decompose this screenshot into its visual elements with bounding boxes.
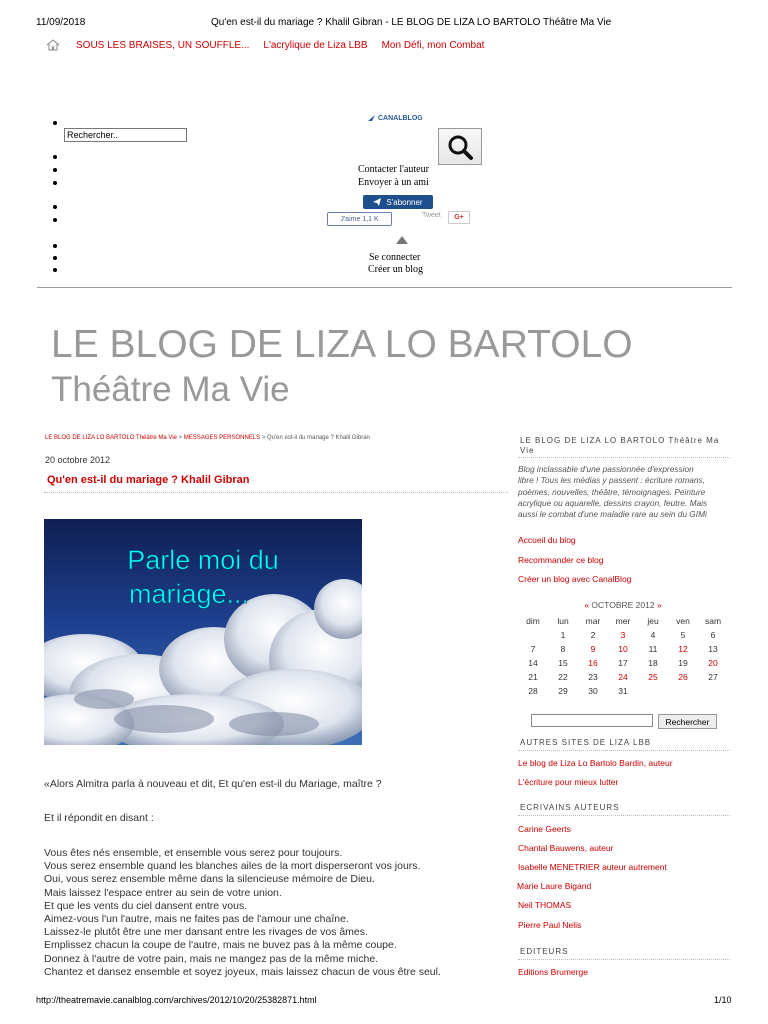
calendar-day-header: mar (585, 616, 601, 626)
poem-line: Vous serez ensemble quand les blanches ailes de la mort disperseront vos jours. (44, 860, 421, 873)
send-icon (373, 198, 381, 206)
calendar-day: 30 (588, 686, 598, 696)
calendar-day-header: sam (704, 616, 722, 626)
calendar-day: 2 (590, 630, 596, 640)
facebook-like-button[interactable]: J'aime 1,1 K (327, 212, 392, 226)
calendar-day: 23 (588, 672, 598, 682)
calendar-day: 22 (558, 672, 568, 682)
writers-title: ECRIVAINS AUTEURS (520, 803, 620, 812)
post-paragraph: «Alors Almitra parla à nouveau et dit, Et qu'en est-il du Mariage, maître ? (44, 778, 382, 790)
calendar-day: 13 (708, 644, 718, 654)
list-bullet (53, 218, 57, 222)
calendar-prev[interactable]: « (584, 600, 590, 610)
writer-link[interactable]: Isabelle MENETRIER auteur autrement (518, 862, 667, 872)
other-site-link[interactable]: Le blog de Liza Lo Bartolo Bardin, auteur (518, 758, 673, 768)
create-blog-link[interactable]: Créer un blog (368, 264, 423, 275)
poem-line: Mais laissez l'espace entrer au sein de votre union. (44, 886, 282, 899)
image-caption-line2: mariage... (128, 579, 250, 609)
poem-line: Oui, vous serez ensemble même dans la silencieuse mémoire de Dieu. (44, 873, 375, 886)
login-link[interactable]: Se connecter (369, 252, 421, 263)
calendar-month: OCTOBRE 2012 (591, 600, 655, 610)
calendar-table (518, 614, 728, 698)
print-title: Qu'en est-il du mariage ? Khalil Gibran - LE BLOG DE LIZA LO BARTOLO Théâtre Ma Vie (211, 17, 612, 28)
editors-title: EDITEURS (520, 947, 569, 956)
calendar-day: 8 (560, 644, 566, 654)
poem-block (44, 847, 441, 979)
breadcrumb-current: Qu'en est-il du mariage ? Khalil Gibran (267, 435, 370, 441)
calendar-day-header: dim (526, 616, 540, 626)
calendar-day[interactable]: 16 (588, 658, 598, 668)
poem-line: Chantez et dansez ensemble et soyez joyeux, mais laissez chacun de vous être seul. (44, 965, 441, 978)
blog-title[interactable]: LE BLOG DE LIZA LO BARTOLO (51, 323, 633, 366)
list-bullet (53, 268, 57, 272)
nav-item-defi[interactable]: Mon Défi, mon Combat (381, 39, 485, 51)
post-title[interactable]: Qu'en est-il du mariage ? Khalil Gibran (47, 474, 250, 486)
writer-link[interactable]: Carine Geerts (518, 824, 571, 834)
calendar-day: 6 (710, 630, 716, 640)
calendar-day-header: lun (557, 616, 569, 626)
top-nav (46, 38, 498, 52)
sidebar-divider (518, 959, 730, 960)
sidebar-link-recommend[interactable]: Recommander ce blog (518, 555, 604, 565)
sidebar-divider (518, 750, 730, 751)
calendar-day (668, 684, 698, 698)
writer-link[interactable]: Pierre Paul Nelis (518, 920, 582, 930)
calendar-day[interactable]: 24 (618, 672, 628, 682)
post-date: 20 octobre 2012 (45, 455, 111, 465)
calendar-day: 17 (618, 658, 628, 668)
nav-item-acrylique[interactable]: L'acrylique de Liza LBB (263, 39, 368, 51)
poem-line: Emplissez chacun la coupe de l'autre, mais ne buvez pas à la même coupe. (44, 939, 397, 952)
calendar-day[interactable]: 3 (620, 630, 626, 640)
poem-line: Vous êtes nés ensemble, et ensemble vous serez pour toujours. (44, 847, 343, 859)
calendar-day: 27 (708, 672, 718, 682)
post-title-divider (44, 492, 508, 493)
other-site-link[interactable]: L'écriture pour mieux lutter (518, 777, 619, 787)
breadcrumb: LE BLOG DE LIZA LO BARTOLO Théâtre Ma Vie > MESSAGES PERSONNELS > Qu'en est-il du mariage ? Khalil Gibran (45, 435, 370, 441)
post-image (44, 519, 362, 745)
calendar-day[interactable]: 12 (678, 644, 688, 654)
calendar-day: 11 (648, 644, 658, 654)
calendar-day-header: ven (676, 616, 690, 626)
calendar-day (698, 684, 728, 698)
list-bullet (53, 244, 57, 248)
list-bullet (53, 155, 57, 159)
calendar-day: 7 (530, 644, 536, 654)
header-divider (37, 287, 732, 288)
canalblog-logo[interactable]: CANALBLOG (368, 114, 423, 122)
contact-author-link[interactable]: Contacter l'auteur (358, 164, 429, 175)
search-input[interactable]: Rechercher.. (64, 128, 187, 142)
calendar-next[interactable]: » (656, 600, 662, 610)
calendar-day: 4 (650, 630, 656, 640)
calendar-day: 31 (618, 686, 628, 696)
calendar-day (518, 628, 548, 642)
calendar-day: 29 (558, 686, 568, 696)
writer-link[interactable]: Marie Laure Bigand (517, 881, 592, 891)
calendar-day: 19 (678, 658, 688, 668)
canalblog-icon (368, 114, 376, 122)
calendar-day[interactable]: 9 (590, 644, 596, 654)
writer-link[interactable]: Chantal Bauwens, auteur (518, 843, 614, 853)
image-caption-line1: Parle moi du (127, 545, 279, 575)
google-plus-button[interactable]: G+ (448, 211, 470, 224)
calendar-day-header: mer (615, 616, 631, 626)
sidebar-search-input[interactable] (531, 714, 653, 727)
calendar-day: 14 (528, 658, 538, 668)
calendar-day[interactable]: 20 (708, 658, 718, 668)
subscribe-button[interactable]: S'abonner (363, 195, 433, 209)
tweet-button[interactable]: Tweet (422, 212, 441, 219)
magnifier-icon (439, 129, 483, 166)
list-bullet (53, 205, 57, 209)
calendar-day[interactable]: 25 (648, 672, 658, 682)
collapse-arrow-icon[interactable] (396, 236, 408, 244)
send-friend-link[interactable]: Envoyer à un ami (358, 177, 429, 188)
blog-subtitle: Théâtre Ma Vie (51, 370, 290, 409)
breadcrumb-category[interactable]: MESSAGES PERSONNELS (183, 435, 261, 441)
calendar-day[interactable]: 26 (678, 672, 688, 682)
footer-page: 1/10 (714, 995, 732, 1005)
poem-line: Donnez à l'autre de votre pain, mais ne mangez pas de la même miche. (44, 952, 379, 965)
sidebar-search-button[interactable]: Rechercher (658, 714, 717, 729)
calendar-day: 5 (680, 630, 686, 640)
calendar-day (638, 684, 668, 698)
home-icon[interactable] (46, 39, 60, 51)
calendar-day: 15 (558, 658, 568, 668)
poem-line: Aimez-vous l'un l'autre, mais ne faites pas de l'amour une chaîne. (44, 913, 349, 926)
sidebar-divider (518, 457, 730, 458)
calendar-day: 28 (528, 686, 538, 696)
list-bullet (53, 121, 57, 125)
other-sites-title: AUTRES SITES DE LIZA LBB (520, 738, 652, 747)
sidebar-about-text: Blog inclassable d'une passionnée d'expression libre ! Tous les médias y passent : écriture romans, poèmes, nouvelles, théâtre, témoignages. Peinture acrylique ou aquarelle, dessins crayon, feutre. Mais aussi le combat d'une maladie rare au sein du GIMi (518, 464, 708, 520)
calendar-day[interactable]: 10 (618, 644, 628, 654)
sidebar-link-home[interactable]: Accueil du blog (518, 535, 576, 545)
calendar-day: 21 (528, 672, 538, 682)
editor-link[interactable]: Editions Brumerge (518, 967, 588, 977)
list-bullet (53, 256, 57, 260)
sidebar-divider (518, 815, 730, 816)
search-button[interactable] (438, 128, 482, 165)
writer-link[interactable]: Neil THOMAS (518, 900, 572, 910)
calendar-day: 1 (560, 630, 566, 640)
poem-line: Laissez-le plutôt être une mer dansant entre les rivages de vos âmes. (44, 926, 368, 939)
breadcrumb-home[interactable]: LE BLOG DE LIZA LO BARTOLO Théâtre Ma Vie (45, 435, 177, 441)
print-date: 11/09/2018 (36, 17, 86, 28)
footer-url: http://theatremavie.canalblog.com/archives/2012/10/20/25382871.html (36, 995, 317, 1005)
sidebar-link-create[interactable]: Créer un blog avec CanalBlog (518, 574, 632, 584)
list-bullet (53, 181, 57, 185)
nav-item-braises[interactable]: SOUS LES BRAISES, UN SOUFFLE... (76, 39, 250, 51)
poem-line: Et que les vents du ciel dansent entre vous. (44, 899, 248, 912)
list-bullet (53, 168, 57, 172)
calendar (518, 600, 728, 698)
sidebar-about-title: LE BLOG DE LIZA LO BARTOLO Théâtre Ma Vie (520, 436, 720, 455)
post-paragraph: Et il répondit en disant : (44, 812, 154, 824)
calendar-day: 18 (648, 658, 658, 668)
calendar-day-header: jeu (647, 616, 659, 626)
